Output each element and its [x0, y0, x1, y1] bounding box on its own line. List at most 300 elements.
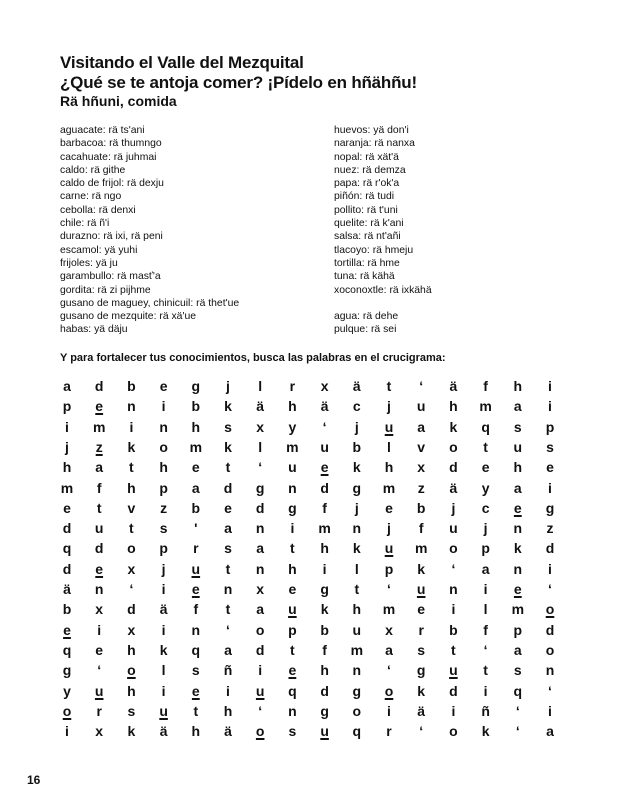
grid-letter: e: [320, 459, 329, 476]
grid-letter: ‘: [483, 641, 488, 658]
grid-letter: e: [224, 499, 232, 516]
grid-letter: l: [483, 601, 488, 618]
grid-letter: u: [513, 438, 523, 455]
grid-letter: r: [96, 702, 102, 719]
grid-letter: m: [382, 601, 396, 618]
grid-letter: v: [417, 438, 426, 455]
vocab-entry: tlacoyo: rä hmeju: [334, 244, 414, 256]
grid-letter: m: [286, 438, 299, 455]
grid-row: [57, 458, 572, 479]
vocab-entry: caldo: rä githe: [60, 164, 126, 176]
grid-letter: p: [384, 560, 394, 577]
grid-letter: i: [161, 682, 166, 699]
grid-letter: n: [191, 621, 201, 638]
grid-letter: m: [479, 398, 492, 415]
grid-letter: a: [256, 601, 265, 618]
vocab-entry: garambullo: rä masť'a: [60, 271, 161, 283]
grid-letter: ä: [449, 378, 458, 394]
grid-letter: d: [255, 499, 265, 516]
grid-letter: s: [224, 540, 232, 557]
grid-letter: u: [416, 398, 426, 415]
grid-letter: a: [224, 520, 232, 537]
grid-letter: n: [255, 520, 265, 537]
grid-letter: a: [546, 723, 554, 740]
grid-letter: o: [255, 621, 265, 638]
grid-letter: s: [288, 723, 297, 740]
grid-letter: ‘: [97, 662, 102, 679]
grid-letter: ‘: [258, 702, 263, 719]
grid-row: [57, 499, 572, 520]
grid-letter: o: [545, 601, 555, 618]
grid-letter: b: [320, 621, 329, 638]
grid-letter: e: [191, 581, 200, 597]
grid-letter: i: [161, 621, 166, 638]
grid-letter: x: [256, 581, 265, 597]
grid-letter: r: [193, 540, 199, 557]
grid-letter: n: [127, 398, 136, 415]
grid-letter: m: [60, 479, 74, 496]
grid-letter: e: [385, 499, 393, 516]
grid-letter: a: [256, 540, 265, 557]
grid-letter: n: [513, 560, 523, 577]
grid-letter: p: [62, 398, 72, 415]
grid-letter: u: [449, 520, 458, 537]
grid-letter: f: [322, 499, 327, 516]
grid-letter: e: [95, 641, 104, 658]
grid-letter: b: [191, 499, 201, 516]
grid-letter: ‘: [322, 418, 327, 435]
grid-letter: y: [288, 418, 297, 435]
grid-letter: u: [416, 581, 426, 597]
vocab-entry: gusano de mezquite: rä xä'ue: [60, 311, 196, 323]
grid-letter: v: [127, 499, 136, 516]
vocab-entry: naranja: rä nanxa: [334, 138, 415, 150]
vocab-entry: durazno: rä ixi, rä peni: [60, 231, 163, 243]
grid-letter: k: [352, 540, 361, 557]
grid-letter: f: [418, 520, 424, 537]
page-number: 16: [27, 773, 41, 787]
subtitle: Rä hñuni, comida: [60, 93, 177, 109]
grid-letter: h: [288, 560, 297, 577]
grid-letter: s: [417, 641, 426, 658]
grid-letter: f: [193, 601, 199, 618]
grid-letter: i: [483, 682, 488, 699]
grid-letter: b: [127, 378, 136, 394]
grid-letter: h: [127, 682, 136, 699]
grid-letter: h: [513, 459, 523, 476]
grid-letter: i: [258, 662, 263, 679]
grid-letter: a: [513, 479, 522, 496]
grid-letter: l: [387, 438, 391, 455]
grid-letter: h: [288, 398, 297, 415]
grid-letter: ‘: [258, 459, 263, 476]
grid-letter: i: [548, 560, 552, 577]
grid-letter: ‘: [419, 378, 424, 394]
grid-letter: i: [548, 479, 552, 496]
grid-letter: k: [159, 641, 168, 658]
grid-letter: x: [417, 459, 426, 476]
vocabulary-list-right: [334, 124, 574, 337]
grid-letter: e: [63, 499, 71, 516]
vocab-entry: quelite: rä k'ani: [334, 218, 404, 230]
grid-letter: s: [513, 662, 522, 679]
grid-letter: k: [224, 438, 232, 455]
grid-letter: ‘: [515, 702, 520, 719]
grid-row: [57, 600, 572, 621]
grid-letter: o: [127, 662, 136, 679]
grid-letter: j: [451, 499, 456, 516]
grid-letter: p: [159, 540, 168, 557]
grid-letter: d: [94, 540, 104, 557]
grid-letter: m: [382, 479, 396, 496]
grid-letter: d: [320, 682, 329, 699]
grid-letter: d: [127, 601, 136, 618]
grid-letter: d: [545, 540, 555, 557]
vocab-entry: chile: rä ñ'i: [60, 218, 110, 230]
grid-letter: f: [96, 479, 102, 496]
grid-letter: ‘: [451, 560, 456, 577]
vocab-entry: tortilla: rä hme: [334, 257, 400, 269]
grid-letter: x: [256, 418, 265, 435]
grid-letter: i: [548, 702, 552, 719]
grid-letter: p: [545, 418, 555, 435]
grid-letter: i: [290, 520, 295, 537]
grid-letter: d: [223, 479, 233, 496]
grid-letter: k: [417, 682, 426, 699]
grid-letter: j: [354, 418, 359, 435]
grid-letter: y: [63, 682, 71, 699]
grid-letter: e: [63, 621, 71, 638]
grid-letter: ä: [159, 601, 168, 618]
grid-letter: i: [451, 702, 456, 719]
grid-letter: a: [481, 560, 490, 577]
grid-letter: z: [160, 499, 168, 516]
grid-letter: x: [127, 560, 136, 577]
grid-letter: ‘: [548, 682, 552, 699]
grid-letter: c: [481, 499, 490, 516]
grid-letter: q: [288, 682, 297, 699]
grid-letter: t: [290, 641, 295, 658]
grid-letter: q: [62, 641, 72, 658]
vocab-entry: gordita: rä zi pijhme: [60, 284, 151, 296]
grid-letter: e: [159, 378, 168, 394]
vocab-entry: aguacate: rä ts'ani: [60, 125, 145, 136]
grid-letter: t: [354, 581, 360, 597]
grid-letter: g: [320, 702, 329, 719]
grid-letter: n: [94, 581, 104, 597]
vocab-entry: [334, 297, 574, 310]
grid-row: [57, 641, 572, 662]
grid-letter: t: [386, 378, 392, 394]
grid-letter: i: [483, 581, 488, 597]
grid-letter: s: [159, 520, 168, 537]
grid-letter: b: [352, 438, 362, 455]
title-line-2: ¿Qué se te antoja comer? ¡Pídelo en hñähñu!: [60, 73, 417, 92]
grid-letter: e: [546, 459, 554, 476]
grid-letter: d: [449, 682, 458, 699]
vocab-entry: cebolla: rä denxi: [60, 204, 136, 216]
grid-letter: m: [414, 540, 428, 557]
grid-letter: n: [352, 520, 362, 537]
grid-letter: a: [385, 641, 393, 658]
grid-letter: o: [352, 702, 362, 719]
grid-letter: g: [62, 662, 72, 679]
grid-letter: u: [384, 418, 394, 435]
grid-letter: h: [384, 459, 394, 476]
grid-letter: o: [449, 540, 458, 557]
grid-letter: u: [352, 621, 362, 638]
grid-letter: i: [161, 398, 166, 415]
grid-letter: u: [191, 560, 201, 577]
grid-letter: q: [62, 540, 72, 557]
grid-letter: y: [481, 479, 490, 496]
grid-letter: n: [352, 662, 362, 679]
grid-letter: o: [545, 641, 555, 658]
vocab-entry: papa: rä r'ok'a: [334, 178, 400, 190]
grid-letter: f: [322, 641, 327, 658]
grid-letter: a: [513, 641, 522, 658]
grid-letter: t: [483, 438, 488, 455]
grid-letter: h: [320, 662, 329, 679]
grid-letter: z: [417, 479, 425, 496]
grid-letter: o: [449, 723, 458, 740]
grid-row: [57, 580, 572, 601]
grid-letter: ‘: [387, 581, 391, 597]
grid-letter: k: [127, 438, 136, 455]
page-title: [60, 53, 417, 93]
grid-letter: n: [288, 702, 297, 719]
grid-letter: d: [62, 520, 72, 537]
grid-letter: c: [352, 398, 361, 415]
grid-letter: h: [127, 641, 136, 658]
grid-letter: s: [546, 438, 554, 455]
grid-letter: b: [416, 499, 426, 516]
grid-letter: h: [352, 601, 362, 618]
grid-letter: d: [449, 459, 458, 476]
grid-letter: x: [385, 621, 393, 638]
grid-letter: ‘: [419, 723, 424, 740]
grid-letter: u: [449, 662, 458, 679]
grid-letter: ñ: [481, 702, 490, 719]
grid-letter: e: [288, 581, 297, 597]
vocab-entry: habas: yä däju: [60, 324, 128, 336]
grid-letter: s: [191, 662, 200, 679]
vocab-entry: barbacoa: rä thumngo: [60, 138, 162, 150]
grid-row: [57, 621, 572, 642]
grid-letter: ‘: [226, 621, 230, 638]
grid-letter: i: [548, 398, 552, 415]
grid-letter: h: [513, 378, 523, 394]
grid-letter: h: [191, 723, 201, 740]
grid-letter: t: [129, 520, 134, 537]
grid-letter: z: [95, 438, 103, 455]
grid-letter: h: [449, 398, 458, 415]
grid-letter: x: [320, 378, 329, 394]
grid-letter: o: [127, 540, 136, 557]
grid-letter: d: [62, 560, 72, 577]
grid-row: [57, 479, 572, 500]
grid-letter: k: [513, 540, 522, 557]
grid-letter: p: [481, 540, 490, 557]
grid-letter: t: [483, 662, 488, 679]
grid-letter: z: [546, 520, 554, 537]
grid-letter: s: [224, 418, 232, 435]
grid-letter: g: [320, 581, 329, 597]
instruction-text: Y para fortalecer tus conocimientos, busca las palabras en el crucigrama:: [60, 352, 446, 364]
vocab-entry: escamol: yä yuhi: [60, 244, 138, 256]
grid-letter: i: [548, 378, 552, 394]
grid-letter: d: [320, 479, 329, 496]
grid-letter: u: [159, 702, 168, 719]
grid-letter: u: [94, 682, 104, 699]
grid-letter: t: [96, 499, 102, 516]
grid-row: [57, 438, 572, 459]
grid-letter: h: [127, 479, 136, 496]
grid-letter: n: [288, 479, 297, 496]
grid-letter: l: [161, 662, 166, 679]
grid-letter: ñ: [223, 662, 233, 679]
grid-letter: a: [191, 479, 200, 496]
grid-letter: k: [127, 723, 136, 740]
grid-letter: ä: [159, 723, 168, 740]
vocab-entry: nopal: rä xät'ä: [334, 151, 399, 163]
grid-letter: l: [258, 378, 263, 394]
grid-row: [57, 539, 572, 560]
grid-letter: g: [416, 662, 426, 679]
grid-letter: t: [225, 601, 231, 618]
grid-letter: r: [386, 723, 392, 740]
grid-letter: u: [320, 723, 329, 740]
grid-letter: e: [288, 662, 297, 679]
grid-row: [57, 702, 572, 723]
vocab-entry: huevos: yä don'i: [334, 125, 409, 136]
grid-letter: q: [191, 641, 201, 658]
grid-letter: k: [320, 601, 329, 618]
grid-letter: o: [62, 702, 72, 719]
grid-row: [57, 560, 572, 581]
grid-letter: k: [352, 459, 361, 476]
grid-letter: p: [513, 621, 523, 638]
grid-letter: h: [62, 459, 72, 476]
grid-row: [57, 722, 572, 743]
grid-row: [57, 682, 572, 703]
grid-letter: s: [513, 418, 522, 435]
grid-letter: e: [513, 499, 522, 516]
grid-letter: n: [159, 418, 168, 435]
vocab-entry: agua: rä dehe: [334, 311, 399, 323]
grid-letter: m: [350, 641, 364, 658]
grid-letter: ‘: [129, 581, 134, 597]
vocab-entry: salsa: rä nt'añi: [334, 231, 401, 243]
grid-letter: r: [418, 621, 424, 638]
grid-letter: p: [159, 479, 168, 496]
grid-letter: a: [513, 398, 522, 415]
grid-letter: d: [545, 621, 555, 638]
vocab-entry: carne: rä ngo: [60, 191, 122, 203]
grid-letter: k: [417, 560, 426, 577]
grid-letter: j: [65, 438, 69, 455]
grid-letter: e: [95, 560, 104, 577]
grid-letter: ä: [63, 581, 71, 597]
grid-letter: m: [189, 438, 203, 455]
grid-letter: m: [318, 520, 331, 537]
grid-letter: ä: [256, 398, 265, 415]
grid-letter: i: [451, 601, 456, 618]
grid-letter: u: [288, 459, 297, 476]
grid-letter: b: [62, 601, 72, 618]
grid-letter: o: [384, 682, 394, 699]
vocab-entry: caldo de frijol: rä dexju: [60, 178, 164, 190]
grid-letter: n: [223, 581, 233, 597]
grid-letter: i: [97, 621, 102, 638]
grid-letter: t: [193, 702, 199, 719]
grid-letter: ä: [352, 378, 361, 394]
grid-letter: q: [352, 723, 362, 740]
grid-row: [57, 377, 572, 398]
grid-letter: e: [191, 459, 200, 476]
vocabulary-list-left: [60, 124, 325, 337]
vocab-entry: piñón: rä tudi: [334, 191, 395, 203]
grid-letter: i: [387, 702, 391, 719]
grid-letter: x: [95, 723, 104, 740]
grid-letter: t: [290, 540, 295, 557]
grid-letter: ‘: [515, 723, 520, 740]
grid-letter: d: [94, 378, 104, 394]
grid-letter: i: [322, 560, 327, 577]
grid-letter: u: [288, 601, 297, 618]
grid-letter: j: [226, 378, 230, 394]
grid-letter: j: [483, 520, 488, 537]
grid-letter: k: [481, 723, 490, 740]
grid-letter: n: [545, 662, 555, 679]
grid-letter: n: [255, 560, 265, 577]
grid-letter: i: [65, 418, 69, 435]
grid-letter: i: [161, 581, 166, 597]
grid-letter: t: [225, 560, 231, 577]
grid-letter: a: [63, 378, 71, 394]
grid-letter: x: [127, 621, 136, 638]
vocab-entry: frijoles: yä ju: [60, 257, 118, 269]
grid-letter: m: [92, 418, 106, 435]
grid-letter: x: [95, 601, 104, 618]
grid-letter: u: [94, 520, 104, 537]
grid-letter: n: [513, 520, 523, 537]
grid-letter: g: [352, 479, 362, 496]
grid-letter: u: [255, 682, 265, 699]
grid-letter: g: [545, 499, 555, 516]
grid-letter: t: [225, 459, 231, 476]
grid-letter: n: [449, 581, 458, 597]
grid-letter: g: [352, 682, 362, 699]
grid-letter: i: [226, 682, 230, 699]
grid-letter: t: [451, 641, 456, 658]
grid-letter: ‘: [387, 662, 391, 679]
grid-letter: i: [65, 723, 69, 740]
grid-letter: q: [481, 418, 490, 435]
grid-letter: o: [449, 438, 458, 455]
grid-letter: ä: [449, 479, 458, 496]
title-line-1: Visitando el Valle del Mezquital: [60, 53, 304, 72]
grid-letter: k: [224, 398, 232, 415]
grid-letter: g: [191, 378, 201, 394]
grid-letter: ‘: [548, 581, 552, 597]
grid-letter: u: [320, 438, 329, 455]
grid-row: [57, 397, 572, 418]
grid-letter: e: [417, 601, 426, 618]
grid-letter: b: [191, 398, 201, 415]
grid-letter: a: [224, 641, 232, 658]
grid-letter: u: [384, 540, 394, 557]
